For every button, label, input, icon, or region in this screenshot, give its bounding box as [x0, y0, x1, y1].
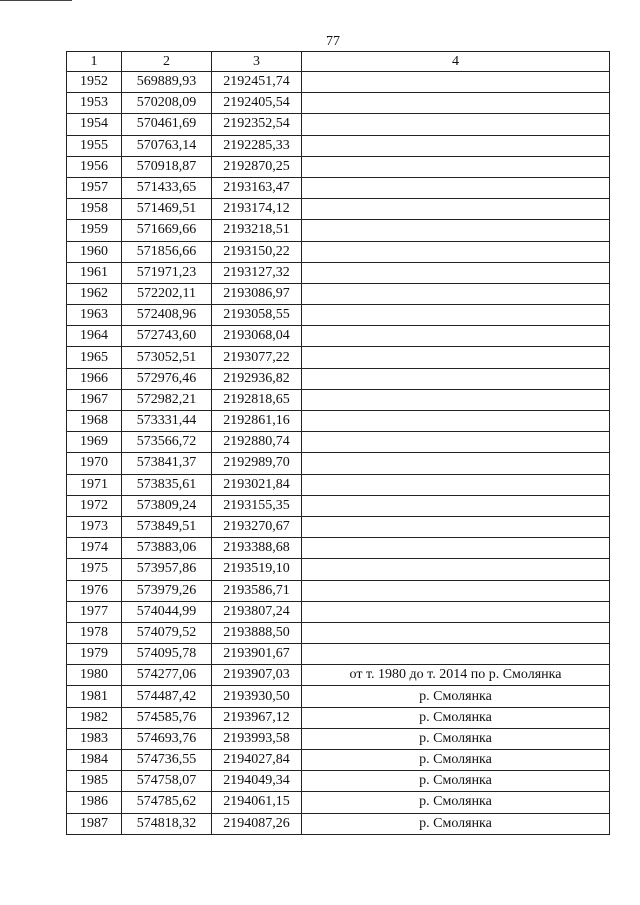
table-row	[67, 114, 610, 135]
table-row	[67, 474, 610, 495]
cell-x-coordinate: 570208,09	[122, 93, 212, 114]
cell-description: р. Смолянка	[302, 813, 610, 834]
cell-point-number: 1965	[67, 347, 122, 368]
column-header-y: 3	[212, 52, 302, 72]
cell-description	[302, 411, 610, 432]
cell-point-number: 1987	[67, 813, 122, 834]
cell-point-number: 1984	[67, 750, 122, 771]
cell-y-coordinate: 2192405,54	[212, 93, 302, 114]
cell-y-coordinate: 2193150,22	[212, 241, 302, 262]
cell-description	[302, 241, 610, 262]
cell-description: р. Смолянка	[302, 686, 610, 707]
cell-x-coordinate: 574785,62	[122, 792, 212, 813]
cell-description: от т. 1980 до т. 2014 по р. Смолянка	[302, 665, 610, 686]
cell-x-coordinate: 571469,51	[122, 199, 212, 220]
cell-y-coordinate: 2193021,84	[212, 474, 302, 495]
table-row	[67, 326, 610, 347]
cell-y-coordinate: 2192818,65	[212, 389, 302, 410]
cell-point-number: 1975	[67, 559, 122, 580]
cell-point-number: 1968	[67, 411, 122, 432]
cell-description	[302, 135, 610, 156]
cell-point-number: 1954	[67, 114, 122, 135]
cell-description	[302, 347, 610, 368]
cell-y-coordinate: 2193086,97	[212, 283, 302, 304]
cell-point-number: 1952	[67, 72, 122, 93]
cell-y-coordinate: 2192936,82	[212, 368, 302, 389]
table-row	[67, 644, 610, 665]
cell-description	[302, 516, 610, 537]
cell-y-coordinate: 2193888,50	[212, 622, 302, 643]
table-body	[67, 72, 610, 835]
cell-x-coordinate: 574277,06	[122, 665, 212, 686]
cell-x-coordinate: 571433,65	[122, 177, 212, 198]
cell-description	[302, 177, 610, 198]
table-row	[67, 156, 610, 177]
cell-x-coordinate: 574736,55	[122, 750, 212, 771]
cell-description	[302, 262, 610, 283]
cell-y-coordinate: 2193174,12	[212, 199, 302, 220]
table-row	[67, 771, 610, 792]
cell-x-coordinate: 574818,32	[122, 813, 212, 834]
cell-y-coordinate: 2193058,55	[212, 305, 302, 326]
table-row	[67, 411, 610, 432]
column-header-x: 2	[122, 52, 212, 72]
cell-x-coordinate: 571856,66	[122, 241, 212, 262]
cell-description: р. Смолянка	[302, 707, 610, 728]
cell-y-coordinate: 2193388,68	[212, 538, 302, 559]
cell-point-number: 1981	[67, 686, 122, 707]
cell-point-number: 1962	[67, 283, 122, 304]
cell-point-number: 1957	[67, 177, 122, 198]
table-row	[67, 177, 610, 198]
page-number: 77	[326, 34, 340, 49]
cell-x-coordinate: 573849,51	[122, 516, 212, 537]
cell-y-coordinate: 2193155,35	[212, 495, 302, 516]
cell-point-number: 1966	[67, 368, 122, 389]
cell-point-number: 1971	[67, 474, 122, 495]
cell-y-coordinate: 2194049,34	[212, 771, 302, 792]
table-row	[67, 728, 610, 749]
cell-x-coordinate: 570763,14	[122, 135, 212, 156]
cell-point-number: 1969	[67, 432, 122, 453]
cell-description	[302, 538, 610, 559]
table-row	[67, 283, 610, 304]
cell-x-coordinate: 572982,21	[122, 389, 212, 410]
cell-point-number: 1972	[67, 495, 122, 516]
table-row	[67, 368, 610, 389]
cell-y-coordinate: 2194061,15	[212, 792, 302, 813]
cell-description	[302, 644, 610, 665]
cell-point-number: 1977	[67, 601, 122, 622]
cell-x-coordinate: 572976,46	[122, 368, 212, 389]
cell-point-number: 1956	[67, 156, 122, 177]
cell-y-coordinate: 2193930,50	[212, 686, 302, 707]
table-row	[67, 389, 610, 410]
cell-description	[302, 432, 610, 453]
cell-description	[302, 601, 610, 622]
cell-x-coordinate: 573331,44	[122, 411, 212, 432]
cell-x-coordinate: 574693,76	[122, 728, 212, 749]
cell-description: р. Смолянка	[302, 750, 610, 771]
cell-description	[302, 283, 610, 304]
cell-x-coordinate: 573809,24	[122, 495, 212, 516]
table-row	[67, 135, 610, 156]
cell-point-number: 1983	[67, 728, 122, 749]
cell-point-number: 1953	[67, 93, 122, 114]
cell-x-coordinate: 572408,96	[122, 305, 212, 326]
cell-point-number: 1967	[67, 389, 122, 410]
cell-y-coordinate: 2192451,74	[212, 72, 302, 93]
column-header-description: 4	[302, 52, 610, 72]
scan-edge-mark	[0, 0, 72, 1]
table-row	[67, 72, 610, 93]
cell-y-coordinate: 2193077,22	[212, 347, 302, 368]
cell-y-coordinate: 2193807,24	[212, 601, 302, 622]
cell-description: р. Смолянка	[302, 771, 610, 792]
cell-point-number: 1964	[67, 326, 122, 347]
cell-point-number: 1986	[67, 792, 122, 813]
table-row	[67, 241, 610, 262]
cell-point-number: 1973	[67, 516, 122, 537]
cell-point-number: 1959	[67, 220, 122, 241]
cell-y-coordinate: 2193270,67	[212, 516, 302, 537]
cell-x-coordinate: 574758,07	[122, 771, 212, 792]
table-row	[67, 220, 610, 241]
cell-x-coordinate: 572202,11	[122, 283, 212, 304]
cell-point-number: 1978	[67, 622, 122, 643]
cell-x-coordinate: 573052,51	[122, 347, 212, 368]
table-row	[67, 262, 610, 283]
cell-point-number: 1980	[67, 665, 122, 686]
cell-x-coordinate: 573835,61	[122, 474, 212, 495]
table-row	[67, 559, 610, 580]
cell-x-coordinate: 573566,72	[122, 432, 212, 453]
table-row	[67, 686, 610, 707]
table-row	[67, 199, 610, 220]
cell-point-number: 1970	[67, 453, 122, 474]
cell-x-coordinate: 574487,42	[122, 686, 212, 707]
table-row	[67, 622, 610, 643]
cell-x-coordinate: 572743,60	[122, 326, 212, 347]
cell-x-coordinate: 574095,78	[122, 644, 212, 665]
cell-description	[302, 474, 610, 495]
table-row	[67, 601, 610, 622]
cell-y-coordinate: 2192870,25	[212, 156, 302, 177]
coordinates-table	[66, 51, 610, 835]
cell-description: р. Смолянка	[302, 728, 610, 749]
cell-x-coordinate: 571669,66	[122, 220, 212, 241]
cell-y-coordinate: 2192285,33	[212, 135, 302, 156]
cell-point-number: 1958	[67, 199, 122, 220]
cell-description	[302, 368, 610, 389]
cell-y-coordinate: 2193068,04	[212, 326, 302, 347]
cell-description	[302, 199, 610, 220]
table-row	[67, 516, 610, 537]
cell-y-coordinate: 2193519,10	[212, 559, 302, 580]
cell-x-coordinate: 571971,23	[122, 262, 212, 283]
cell-x-coordinate: 573957,86	[122, 559, 212, 580]
cell-description	[302, 156, 610, 177]
cell-y-coordinate: 2193967,12	[212, 707, 302, 728]
cell-y-coordinate: 2192880,74	[212, 432, 302, 453]
cell-y-coordinate: 2194087,26	[212, 813, 302, 834]
cell-description: р. Смолянка	[302, 792, 610, 813]
cell-x-coordinate: 574079,52	[122, 622, 212, 643]
cell-point-number: 1976	[67, 580, 122, 601]
cell-description	[302, 305, 610, 326]
cell-y-coordinate: 2192861,16	[212, 411, 302, 432]
cell-point-number: 1955	[67, 135, 122, 156]
cell-description	[302, 622, 610, 643]
table-row	[67, 792, 610, 813]
cell-x-coordinate: 573979,26	[122, 580, 212, 601]
cell-point-number: 1960	[67, 241, 122, 262]
table-row	[67, 750, 610, 771]
cell-y-coordinate: 2194027,84	[212, 750, 302, 771]
cell-y-coordinate: 2193586,71	[212, 580, 302, 601]
cell-y-coordinate: 2192352,54	[212, 114, 302, 135]
cell-x-coordinate: 574585,76	[122, 707, 212, 728]
cell-y-coordinate: 2193163,47	[212, 177, 302, 198]
cell-y-coordinate: 2193218,51	[212, 220, 302, 241]
cell-x-coordinate: 573883,06	[122, 538, 212, 559]
cell-x-coordinate: 574044,99	[122, 601, 212, 622]
cell-description	[302, 580, 610, 601]
cell-description	[302, 495, 610, 516]
table-row	[67, 347, 610, 368]
cell-x-coordinate: 569889,93	[122, 72, 212, 93]
table-row	[67, 305, 610, 326]
cell-y-coordinate: 2192989,70	[212, 453, 302, 474]
cell-description	[302, 326, 610, 347]
cell-point-number: 1982	[67, 707, 122, 728]
table-row	[67, 665, 610, 686]
cell-description	[302, 220, 610, 241]
cell-point-number: 1974	[67, 538, 122, 559]
cell-y-coordinate: 2193993,58	[212, 728, 302, 749]
cell-point-number: 1985	[67, 771, 122, 792]
table-row	[67, 813, 610, 834]
cell-description	[302, 559, 610, 580]
column-header-point: 1	[67, 52, 122, 72]
cell-point-number: 1963	[67, 305, 122, 326]
cell-x-coordinate: 570461,69	[122, 114, 212, 135]
table-row	[67, 93, 610, 114]
cell-description	[302, 72, 610, 93]
cell-x-coordinate: 573841,37	[122, 453, 212, 474]
cell-description	[302, 389, 610, 410]
table-row	[67, 707, 610, 728]
table-row	[67, 538, 610, 559]
cell-y-coordinate: 2193907,03	[212, 665, 302, 686]
cell-point-number: 1979	[67, 644, 122, 665]
table-header-row	[67, 52, 610, 72]
table-row	[67, 580, 610, 601]
cell-description	[302, 114, 610, 135]
table-row	[67, 495, 610, 516]
cell-point-number: 1961	[67, 262, 122, 283]
cell-y-coordinate: 2193127,32	[212, 262, 302, 283]
cell-description	[302, 453, 610, 474]
cell-x-coordinate: 570918,87	[122, 156, 212, 177]
cell-y-coordinate: 2193901,67	[212, 644, 302, 665]
table-row	[67, 453, 610, 474]
table-row	[67, 432, 610, 453]
cell-description	[302, 93, 610, 114]
